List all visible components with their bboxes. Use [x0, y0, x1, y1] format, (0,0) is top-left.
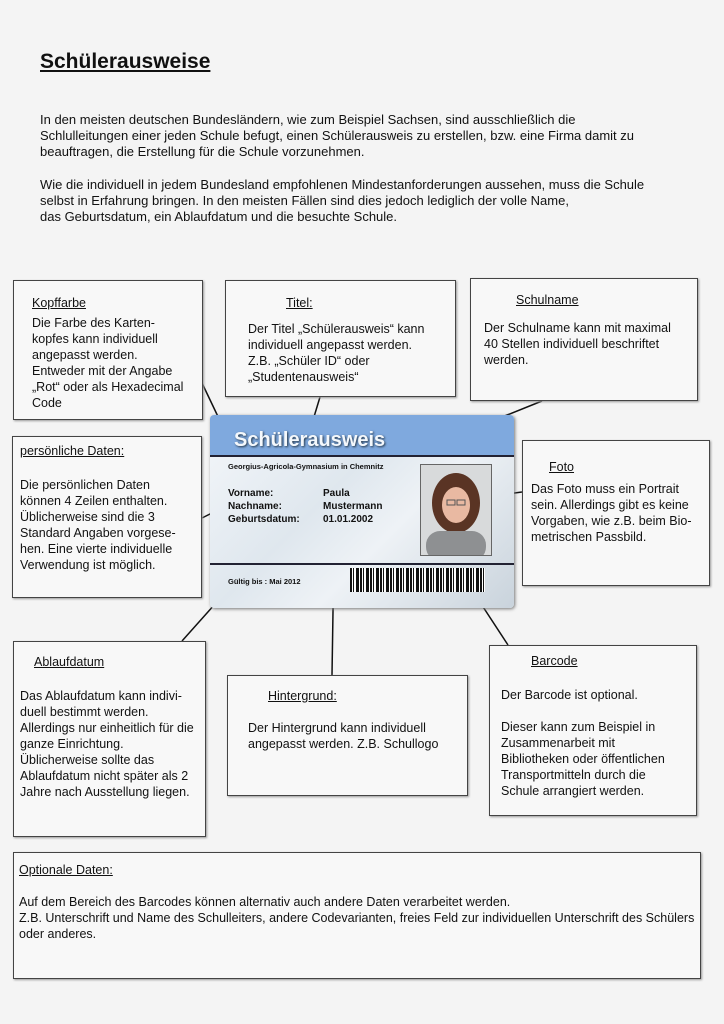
text-line: das Geburtsdatum, ein Ablaufdatum und die besuchte Schule. [40, 209, 398, 224]
box-optionale-daten [13, 852, 701, 979]
box-text: Die Farbe des Karten-kopfes kann individuell angepasst werden. Entweder mit der Angabe „Rot“ oder als Hexadecimal Code [32, 316, 184, 410]
box-text: Der Schulname kann mit maximal 40 Stellen individuell beschriftet werden. [484, 321, 671, 367]
box-hintergrund [227, 675, 468, 796]
box-text: Der Barcode ist optional. [501, 688, 638, 702]
box-text: Auf dem Bereich des Barcodes können alternativ auch andere Daten verarbeitet werden. [19, 895, 511, 909]
row-label: Nachname: [228, 501, 282, 512]
box-heading: persönliche Daten: [20, 444, 125, 458]
box-heading: Hintergrund: [268, 689, 337, 703]
barcode [350, 568, 485, 592]
student-id-card [210, 415, 514, 608]
text-line: Wie die individuell in jedem Bundesland empfohlenen Mindestanforderungen aussehen, muss die Schule [40, 177, 645, 192]
row-value: Mustermann [323, 501, 383, 512]
card-school-name: Georgius-Agricola-Gymnasium in Chemnitz [228, 462, 384, 471]
card-separator [210, 563, 514, 565]
box-text: Der Titel „Schülerausweis“ kann individuell angepasst werden. Z.B. „Schüler ID“ oder „Studentenausweis“ [248, 322, 425, 384]
box-barcode [489, 645, 697, 816]
box-text: Das Ablaufdatum kann indivi-duell bestimmt werden. Allerdings nur einheitlich für die ganze Einrichtung. Üblicherweise sollte das Ablaufdatum nicht später als 2 Jahre nach Ausstellung liegen. [20, 689, 194, 799]
box-text: Z.B. Unterschrift und Name des Schulleiters, andere Codevarianten, freies Feld zur individuellen Unterschrift des Schülers oder anderes. [19, 911, 695, 941]
row-value: Paula [323, 488, 350, 499]
card-valid-until: Gültig bis : Mai 2012 [228, 577, 301, 586]
page-title: Schülerausweise [40, 50, 211, 73]
box-heading: Titel: [286, 296, 313, 310]
box-kopffarbe [13, 280, 203, 420]
portrait-photo [420, 464, 492, 556]
box-titel [225, 280, 456, 397]
box-text: Die persönlichen Daten können 4 Zeilen enthalten. Üblicherweise sind die 3 Standard Angaben vorgese-hen. Eine vierte individuelle Verwendung ist möglich. [20, 478, 176, 572]
box-heading: Optionale Daten: [19, 863, 113, 877]
portrait-icon [421, 465, 491, 555]
box-text: Dieser kann zum Beispiel in Zusammenarbeit mit Bibliotheken oder öffentlichen Transportmitteln durch die Schule arrangiert werden. [501, 720, 665, 798]
box-schulname [470, 278, 698, 401]
box-heading: Barcode [531, 654, 578, 668]
box-ablaufdatum [13, 641, 206, 837]
box-text: Der Hintergrund kann individuell angepasst werden. Z.B. Schullogo [248, 721, 439, 751]
text-line: In den meisten deutschen Bundesländern, wie zum Beispiel Sachsen, sind ausschließlich die [40, 112, 576, 127]
row-value: 01.01.2002 [323, 514, 374, 525]
box-heading: Kopffarbe [32, 296, 86, 310]
box-heading: Foto [549, 460, 575, 474]
box-heading: Ablaufdatum [34, 655, 105, 669]
card-row [228, 488, 350, 499]
box-persoenliche-daten [12, 436, 202, 598]
row-label: Vorname: [228, 488, 274, 499]
text-line: Schlulleitungen einer jeden Schule befugt, einen Schülerausweis zu erstellen, bzw. eine Firma damit zu [40, 128, 635, 143]
text-line: beauftragen, die Erstellung für die Schule vorzunehmen. [40, 144, 365, 159]
box-text: Das Foto muss ein Portrait sein. Allerdings gibt es keine Vorgaben, wie z.B. beim Bio-metrischen Passbild. [531, 482, 692, 544]
row-label: Geburtsdatum: [228, 514, 300, 525]
text-line: selbst in Erfahrung bringen. In den meisten Fällen sind dies jedoch lediglich der volle Name, [40, 193, 569, 208]
card-title: Schülerausweis [234, 429, 386, 451]
card-row [228, 501, 383, 512]
box-foto [522, 440, 710, 586]
box-heading: Schulname [516, 293, 579, 307]
card-row [228, 514, 374, 525]
